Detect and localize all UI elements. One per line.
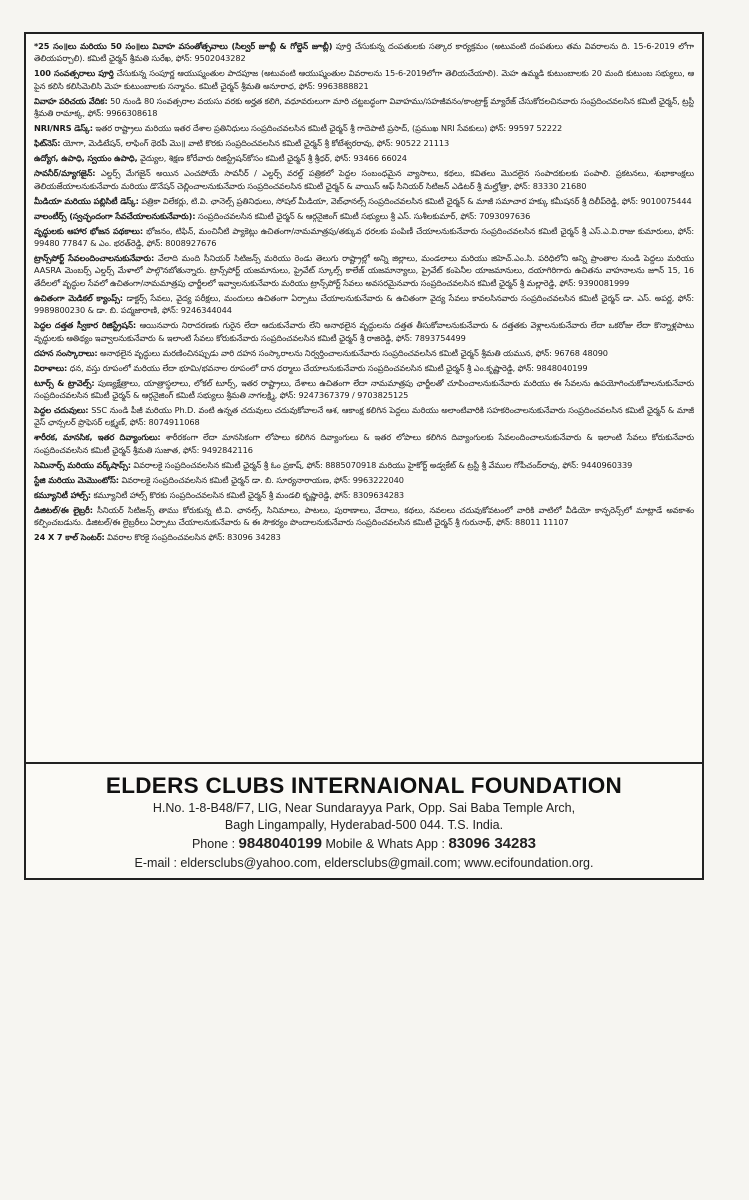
entry-heading: ఫిట్‌నెస్:: [34, 138, 61, 149]
entry-text: భోజనం, టిఫిన్, మంచినీటి ప్యాకెట్లు ఉచితంగా/నామమాత్రపు/తక్కువ ధరలకు పంపిణీ చేయాలనుకునేవారు సంప్రదించవలసిన కమిటీ ఛైర్మన్ శ్రీ ఎస్.ఎ.వి.రాజు కుమారులు, ఫోన్: 99480 77847 & ఎం. భరత్‌రెడ్డి, ఫోన్: 8008927676: [34, 225, 694, 249]
committee-entry: [34, 292, 694, 317]
committee-entry: [34, 459, 694, 471]
entry-heading: NRI/NRS డెస్క్:: [34, 123, 93, 134]
email-line: E-mail : eldersclubs@yahoo.com, eldersclubs@gmail.com; www.ecifoundation.org.: [134, 856, 594, 870]
committee-entry: [34, 195, 694, 207]
committee-entry: [34, 362, 694, 374]
entry-text: వివరాలకై సంప్రదించవలసిన కమిటీ ఛైర్మన్ శ్రీ ఓం ప్రకాష్, ఫోన్: 8885070918 మరియు హైకోర్ట్ అడ్వకేట్ & ట్రస్టీ శ్రీ వేముల గోపీచంద్‌రావు, ఫోన్: 9440960339: [130, 459, 633, 470]
committee-entry: [34, 489, 694, 501]
committee-entry: [34, 347, 694, 359]
committee-entry: [34, 431, 694, 456]
committee-entry: [34, 152, 694, 164]
address-line-1: H.No. 1-8-B48/F7, LIG, Near Sundarayya Park, Opp. Sai Baba Temple Arch,: [152, 801, 576, 815]
entry-text: వైద్యుల, శిక్షణ కోరేవారు రిజిస్ట్రేషన్‌కోసం కమిటీ ఛైర్మన్ శ్రీ శ్రీధర్, ఫోన్: 93466 66024: [137, 153, 407, 164]
footer-divider: [26, 762, 702, 764]
phone-number: 9848040199: [238, 835, 322, 852]
entry-text: కమ్యూనిటీ హాల్స్ కొరకు సంప్రదించవలసిన కమిటీ ఛైర్మన్ శ్రీ మండలి కృష్ణారెడ్డి, ఫోన్: 8309634283: [90, 489, 405, 500]
entry-text: 50 నుండి 80 సంవత్సరాల వయసు వరకు అర్హత కలిగి, వధూవరులుగా మారి చట్టబద్ధంగా వివాహము/సహజీవనం/కాంట్రాక్ట్ మ్యారేజ్ చేసుకోదలచినవారు సంప్రదించవలసిన కమిటీ ఛైర్మన్, ట్రస్టీ శ్రీమతి రామాక్క, ఫోన్: 9966308618: [34, 95, 694, 119]
committee-entry: [34, 137, 694, 149]
mobile-label: Mobile & Whats App :: [321, 837, 449, 851]
entry-text: వేలాది మంది సీనియర్ సిటిజన్స్ మరియు రెండు తెలుగు రాష్ట్రాల్లో అన్ని జిల్లాలు, మండలాలు మరియు జిహెచ్.ఎం.సి. పరిధిలోని అన్ని ప్రాంతాల నుండి పెద్దలు మరియు AASRA మెంబర్స్ ఎల్డర్స్ మేళాలో పాల్గొనబోతున్నారు. ట్రాన్స్‌పోర్ట్ యజమానులు, ప్రైవేట్ స్కూల్స్ కాలేజ్ యజమాన్యాలు, ప్రైవేట్ కంపెనీల యాజమానులు, దయాగిరిగారు ఉచితను వాహనాలను జూన్ 15, 16 తేదీలలో వృద్ధుల సేవలో ఉచితంగా/నామమాత్రపు ఛార్జీలలో ఇవ్వాలనుకునేవారు మరియు ట్రాన్స్‌పోర్ట్ సేవలు అవసరమైనవారు సంప్రదించవలసిన కమిటీ ఛైర్మన్ శ్రీ మల్లారెడ్డి, ఫోన్: 9390081999: [34, 253, 694, 288]
entry-text: ధన, వస్తు రూపంలో మరియు లేదా భూమి/భవనాల రూపంలో దాన ధర్మాలు చేయాలనుకునేవారు సంప్రదించవలసిన కమిటీ ఛైర్మన్ శ్రీ ఎం.కృష్ణారెడ్డి, ఫోన్: 9848040199: [67, 362, 588, 373]
entry-heading: డిజిటల్/ఈ లైబ్రరీ:: [34, 504, 93, 515]
committee-entry: [34, 210, 694, 222]
entry-heading: శారీరక, మానసిక, ఇతర దివ్యాంగులు:: [34, 432, 161, 443]
entry-heading: సావనీర్/మ్యాగజైన్:: [34, 168, 96, 179]
entry-heading: కమ్యూనిటీ హాల్స్:: [34, 489, 91, 500]
committee-entry: [34, 122, 694, 134]
committee-list: [34, 40, 694, 756]
committee-entry: [34, 225, 694, 250]
entry-text: ఆయినవారు నిరాదరణకు గురైన లేదా ఆదుకునేవారు లేని అనాథలైన వృద్ధులను దత్తత తీసుకోవాలనుకునేవారు & దత్తతకు వెళ్లాలనుకునేవారు లేదా ఒకరోజు లేదా కొన్నాళ్లపాటు వృద్ధులకు ఆతిథ్యం ఇవ్వాలనుకునేవారు & ఇలాంటి సేవలు కోరుకునేవారు సంప్రదించవలసిన కమిటీ ఛైర్మన్ శ్రీ రాజిరెడ్డి, ఫోన్: 7893754499: [34, 320, 694, 343]
entry-heading: ఉద్యోగ, ఉపాధి, స్వయం ఉపాధి,: [34, 153, 138, 164]
entry-text: ఎల్డర్స్ మేగజైన్ అయిన ఎంచపోయే సావనీర్ / ఎల్డర్స్ వరల్డ్ పత్రికలో పెద్దల సంబంధమైన వ్యాసాలు, కథలు, కవితలు మొదలైన సంపాదకులకు పంపాలి. ప్రకటనలు, శుభాకాంక్షలు తెలియజేయాలనుకునేవారు మరియు డొనేషన్ చెల్లించాలనుకునేవారు సంప్రదించవలసిన కమిటీ ఛైర్మన్ & వాయిస్ ఆఫ్ సీనియర్ సిటిజన్ ఎడిటర్ శ్రీ మల్హోత్రా, ఫోన్: 83330 21680: [34, 168, 694, 191]
entry-text: యోగా, మెడిటేషన్, లాఫింగ్ థెరపీ మొ॥ వాటి కొరకు సంప్రదించవలసిన కమిటీ ఛైర్మన్ శ్రీ కోటేశ్వరరావు, ఫోన్: 90522 21113: [60, 138, 450, 149]
entry-text: సీనియర్ సిటిజన్స్ తాము కోరుకున్న టి.వి. ఛానల్స్, సినిమాలు, పాటలు, పురాణాలు, వేదాలు, కథలు, నవలలు చదువుకోవటంలో వారికి వాటిలో వీడియో కాన్ఫరెన్స్‌లో మాట్లాడే అవకాశం కల్పించబడును. డిజిటల్/ఈ లైబ్రరీలు ఏర్పాటు చేయాలనుకునేవారు & ఈ సౌకర్యం పొందాలనుకునేవారు సంప్రదించవలసిన కమిటీ ఛైర్మన్ శ్రీ గురునాథ్, ఫోన్: 88011 11107: [34, 504, 694, 528]
entry-heading: వివాహ పరిచయ వేదిక:: [34, 95, 108, 106]
committee-entry: [34, 531, 694, 543]
committee-entry: [34, 504, 694, 529]
committee-entry: [34, 95, 694, 120]
entry-text: వివరాలకై సంప్రదించవలసిన కమిటీ ఛైర్మన్ డా. బి. సూర్యనారాయణ, ఫోన్: 9963222040: [118, 474, 404, 485]
committee-entry: [34, 40, 694, 65]
entry-text: అనాథలైన వృద్ధులు మరణించినప్పుడు వారి దహన సంస్కారాలను నిర్వర్తించాలనుకునేవారు సంప్రదించవలసిన కమిటీ ఛైర్మన్ శ్రీమతి యమున, ఫోన్: 96768 48090: [97, 347, 608, 358]
entry-text: వివరాల కొరకై సంప్రదించవలసిన ఫోన్: 83096 34283: [104, 532, 281, 543]
entry-text: పత్రికా విలేకర్లు, టి.వి. ఛానెల్స్ ప్రతినిధులు, సోషల్ మీడియా, వెబ్‌ఛానల్స్ సంప్రదించవలసిన కమిటీ ఛైర్మన్ & మాజీ సమాచార హక్కు కమీషనర్ శ్రీ దిలీప్‌రెడ్డి, ఫోన్: 9010075444: [138, 195, 692, 206]
committee-entry: [34, 319, 694, 344]
phone-label: Phone :: [191, 837, 239, 851]
entry-text: చేసుకున్న సంపూర్ణ ఆయుష్మంతుల పాదపూజ (అటువంటి ఆయుష్మంతుల వివరాలను 15-6-2019లోగా తెలియచేయాలి). మెహ ఉమ్మడి కుటుంబాలకు 20 మంది కుటుంబ సభ్యులు, ఆ పైన కలిసి కలిసిమెలిసి మెహ కుటుంబాలకు సన్మానం. కమిటీ ఛైర్మన్ శ్రీమతి అనూరాధ, ఫోన్: 9963888821: [34, 68, 694, 91]
entry-heading: టూర్స్ & ట్రావెల్స్:: [34, 377, 95, 388]
entry-heading: 24 X 7 కాల్ సెంటర్:: [34, 532, 105, 543]
entry-heading: వృద్ధులకు ఆహార భోజన పథకాలు:: [34, 225, 144, 236]
committee-entry: [34, 377, 694, 402]
entry-heading: మీడియా మరియు పబ్లిసిటీ డెస్క్:: [34, 195, 139, 206]
entry-heading: విరాళాలు:: [34, 362, 68, 373]
entry-text: ఇతర రాష్ట్రాలు మరియు ఇతర దేశాల ప్రతినిధులు సంప్రదించవలసిన కమిటీ ఛైర్మన్ శ్రీ గాదెపాటి ప్రసాద్, (ప్రముఖ NRI సేవకులు) ఫోన్: 99597 52222: [92, 123, 563, 134]
phone-line: [26, 834, 702, 854]
organization-name: ELDERS CLUBS INTERNAIONAL FOUNDATION: [105, 773, 623, 798]
committee-entry: [34, 252, 694, 289]
committee-entry: [34, 167, 694, 192]
entry-text: పుణ్యక్షేత్రాలు, యాత్రాస్థలాలు, లోకల్ టూర్స్, ఇతర రాష్ట్రాలు, దేశాలు ఉచితంగా లేదా నామమాత్రపు ఛార్జీలతో చూపించాలనుకునేవారు మరియు ఈ సేవలను ఉపయోగించుకోవాలనుకునేవారు సంప్రదించవలసిన కమిటీ ఛైర్మన్ & ఆర్గనైజింగ్ కమిటీ సభ్యులు శ్రీమతి నాగలక్ష్మి, ఫోన్: 9247367379 / 9703825125: [34, 377, 694, 401]
entry-heading: పెద్దల చదువులు:: [34, 405, 89, 416]
mobile-number: 83096 34283: [448, 835, 537, 852]
committee-entry: [34, 404, 694, 429]
entry-heading: దహన సంస్కారాలు:: [34, 347, 98, 358]
entry-heading: వాలంటీర్స్ (స్వచ్ఛందంగా సేవచేయాలనుకునేవారు):: [34, 210, 196, 221]
entry-text: డాక్టర్స్ సేవలు, వైద్య పరీక్షలు, మందులు ఉచితంగా ఏర్పాటు చేయాలనుకునేవారు & ఉచితంగా వైద్య సేవలు కావలసినవారు సంప్రదించవలసిన కమిటీ ఛైర్మన్ డా. ఎస్. అపర్ణ, ఫోన్: 9989800230 & డా. బి. పద్మజారాణి, ఫోన్: 9246344044: [34, 292, 694, 316]
address-line-2: Bagh Lingampally, Hyderabad-500 044. T.S. India.: [224, 818, 504, 832]
organization-footer: [26, 770, 702, 872]
entry-heading: పెద్దల దత్తత స్వీకార రిజిస్ట్రేషన్:: [34, 320, 137, 331]
notice-frame: [24, 32, 704, 880]
entry-heading: 100 సంవత్సరాలు పూర్తి: [34, 68, 114, 79]
entry-heading: సెమినార్స్ మరియు వర్క్‌షాప్స్:: [34, 459, 131, 470]
entry-text: SSC నుండి పీజీ మరియు Ph.D. వంటి ఉన్నత చదువులు చదువుకోవాలనే ఆశ, ఆకాంక్ష కలిగిన పెద్దలు మరియు అలాంటివారికి సహకరించాలనుకునేవారు సంప్రదించవలసిన కమిటీ ఛైర్మన్ & మాజీ వైస్ ఛాన్సలర్ ప్రొఫెసర్ లక్ష్మణ్, ఫోన్: 8074911068: [34, 405, 694, 428]
entry-text: సంప్రదించవలసిన కమిటీ ఛైర్మన్ & ఆర్గనైజింగ్ కమిటీ సభ్యులు శ్రీ ఎస్. సుశీలకుమార్, ఫోన్: 7093097636: [195, 210, 531, 221]
entry-heading: *25 సం॥లు మరియు 50 సం॥లు వివాహ వసంతోత్సవాలు (సిల్వర్ జూబ్లీ & గోల్డెన్ జూబ్లీ): [34, 41, 333, 51]
committee-entry: [34, 67, 694, 92]
entry-heading: ట్రాన్స్‌పోర్ట్ సేవలందించాలనుకునేవారు:: [34, 253, 155, 264]
entry-text: శారీరకంగా లేదా మానసికంగా లోపాలు కలిగిన దివ్యాంగులు & ఇతర లోపాలు కలిగిన దివ్యాంగులకు సేవలందించాలనుకునేవారు & ఇలాంటి సేవలు కోరుకునేవారు సంప్రదించవలసిన కమిటీ ఛైర్మన్ శ్రీమతి సుజాత, ఫోన్: 9492842116: [34, 432, 694, 455]
entry-heading: స్టేజి మరియు మెమొంటోస్:: [34, 474, 119, 485]
entry-heading: ఉచితంగా మెడికల్ క్యాంప్స్:: [34, 292, 123, 303]
committee-entry: [34, 474, 694, 486]
entry-text: పూర్తి చేసుకున్న దంపతులకు సత్కార కార్యక్రమం (అటువంటి దంపతులు తమ వివరాలను ది. 15-6-2019 లోగా తెలియపర్చాలి). కమిటీ ఛైర్మన్ శ్రీమతి సురేఖ, ఫోన్: 9502043282: [34, 41, 694, 64]
